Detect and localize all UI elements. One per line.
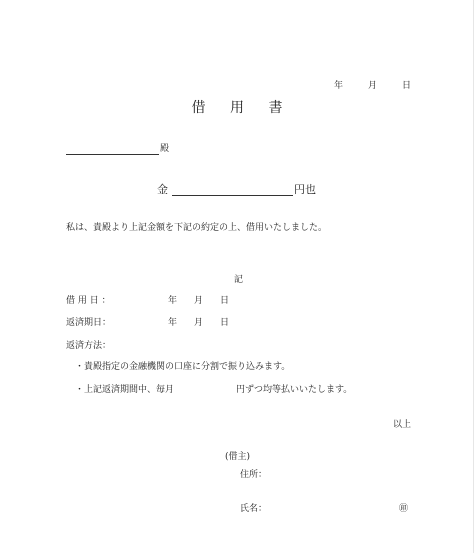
repayment-bullet-transfer: ・貴殿指定の金融機関の口座に分割で振り込みます。 — [75, 362, 291, 372]
borrower-label: (借主) — [225, 452, 251, 462]
repay-date-label: 返済期日： — [66, 318, 112, 328]
address-label: 住所： — [240, 470, 268, 480]
borrow-date-day: 日 — [220, 296, 230, 306]
addressee-suffix: 殿 — [160, 144, 170, 154]
borrow-date-label: 借 用 日 ： — [66, 296, 111, 306]
date-year: 年 — [334, 81, 344, 91]
borrow-date-year: 年 — [168, 296, 178, 306]
repayment-bullet-monthly: ・上記返済期間中、毎月 — [75, 385, 175, 395]
addressee-blank-line — [66, 154, 159, 155]
amount-blank-line — [172, 195, 293, 196]
seal-mark: ㊞ — [399, 504, 409, 514]
repayment-method-label: 返済方法： — [66, 341, 112, 351]
statement-text: 私は、貴殿より上記金額を下記の約定の上、借用いたしました。 — [66, 223, 328, 233]
date-day: 日 — [402, 81, 412, 91]
repay-date-month: 月 — [194, 318, 204, 328]
amount-prefix: 金 — [157, 183, 168, 196]
amount-suffix: 円也 — [294, 183, 316, 196]
name-label: 氏名： — [240, 504, 268, 514]
repay-date-day: 日 — [220, 318, 230, 328]
ki-heading: 記 — [234, 275, 244, 285]
borrow-date-month: 月 — [194, 296, 204, 306]
closing-text: 以上 — [393, 420, 412, 430]
repayment-bullet-monthly-amount: 円ずつ均等払いいたします。 — [236, 385, 353, 395]
document-title: 借 用 書 — [191, 100, 293, 116]
date-month: 月 — [368, 81, 378, 91]
repay-date-year: 年 — [168, 318, 178, 328]
